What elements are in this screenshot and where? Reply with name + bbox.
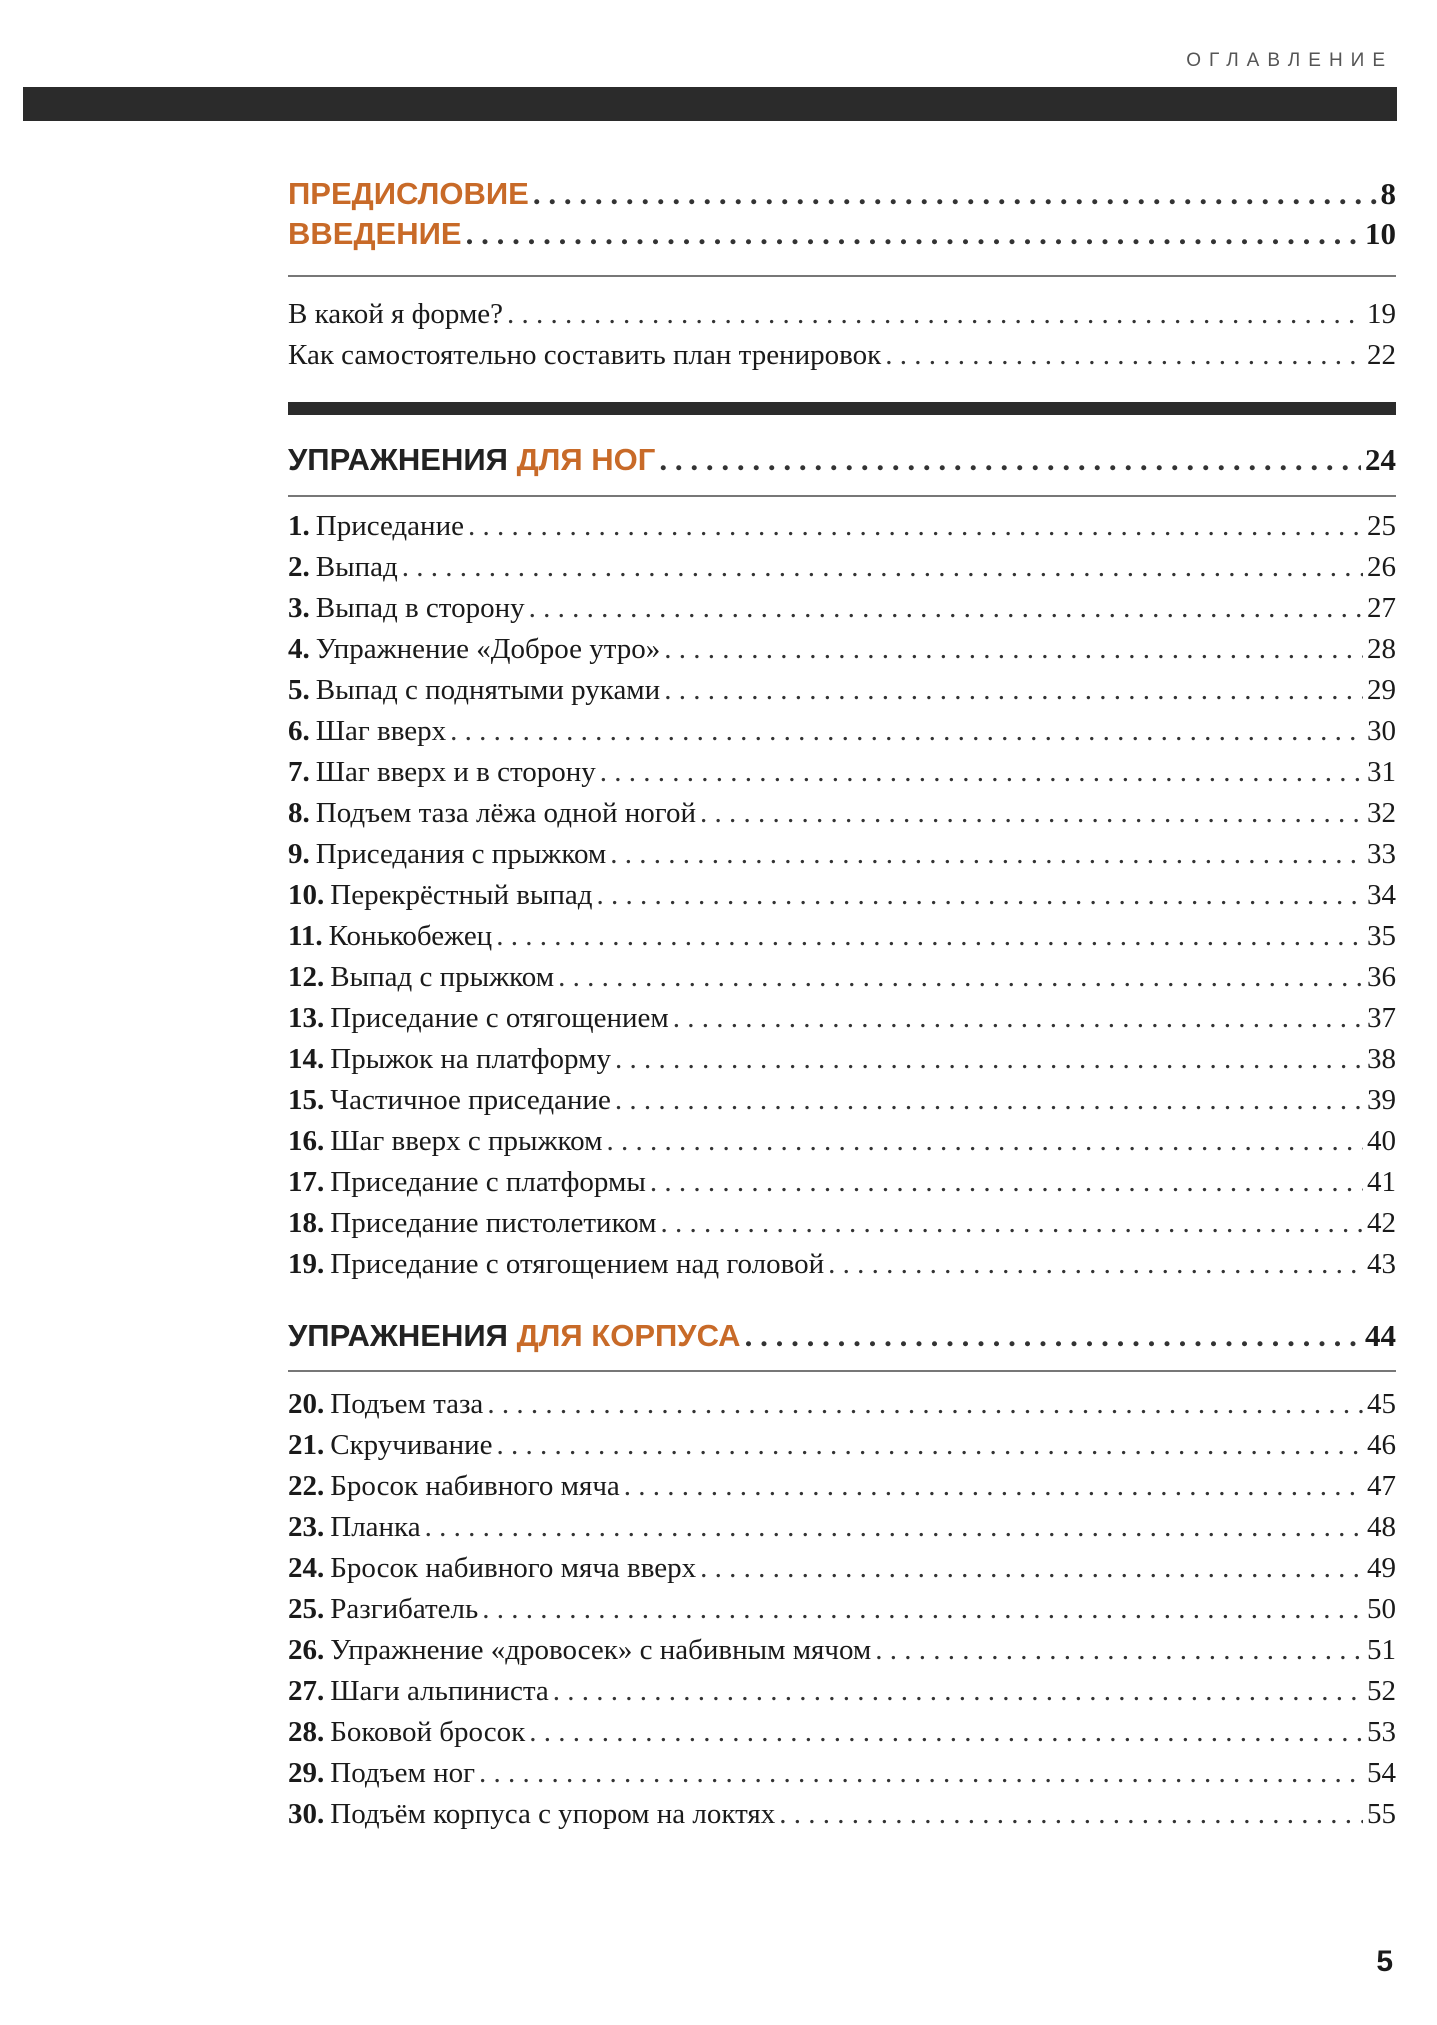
toc-legs-heading: [288, 442, 1396, 482]
toc-entry-number: 24.: [288, 1552, 325, 1584]
leader-dots: [402, 551, 1363, 584]
toc-entry[interactable]: [288, 756, 1396, 797]
toc-entry-page: 36: [1367, 961, 1396, 993]
toc-entry-page: 40: [1367, 1125, 1396, 1157]
toc-entry[interactable]: [288, 298, 1396, 339]
toc-entry-number: 29.: [288, 1757, 325, 1789]
toc-entry-text: Приседание с платформы: [330, 1166, 646, 1198]
leader-dots: [650, 1166, 1363, 1199]
leader-dots: [745, 1318, 1361, 1354]
toc-entry-number: 28.: [288, 1716, 325, 1748]
toc-entry-text: Шаг вверх и в сторону: [315, 756, 596, 788]
toc-entry-page: 43: [1367, 1248, 1396, 1280]
toc-entry-title: [288, 1675, 549, 1708]
section-title-a: УПРАЖНЕНИЯ: [288, 1318, 508, 1353]
toc-entry-page: 42: [1367, 1207, 1396, 1239]
toc-entry-title: [288, 879, 593, 912]
toc-entry-text: Бросок набивного мяча: [330, 1470, 620, 1502]
section-page: 24: [1365, 442, 1396, 477]
toc-entry-number: 5.: [288, 674, 310, 706]
toc-entry[interactable]: [288, 1716, 1396, 1757]
toc-entry[interactable]: [288, 339, 1396, 380]
toc-entry-page: 25: [1367, 510, 1396, 542]
leader-dots: [624, 1470, 1363, 1503]
toc-entry-number: 23.: [288, 1511, 325, 1543]
leader-dots: [479, 1757, 1363, 1790]
toc-entry-title: Как самостоятельно составить план тренировок: [288, 339, 882, 371]
toc-entry-title: [288, 1084, 611, 1117]
leader-dots: [664, 633, 1363, 666]
leader-dots: [885, 339, 1363, 372]
toc-entry-page: 31: [1367, 756, 1396, 788]
leader-dots: [558, 961, 1363, 994]
toc-entry-page: 53: [1367, 1716, 1396, 1748]
toc-entry-page: 49: [1367, 1552, 1396, 1584]
toc-entry-text: Подъем таза: [330, 1388, 484, 1420]
leader-dots: [487, 1388, 1363, 1421]
divider: [288, 275, 1396, 277]
toc-entry-number: 27.: [288, 1675, 325, 1707]
toc-entry-page: 46: [1367, 1429, 1396, 1461]
toc-entry-text: Приседание: [315, 510, 464, 542]
toc-entry-page: 29: [1367, 674, 1396, 706]
leader-dots: [661, 1207, 1364, 1240]
toc-entry-text: Разгибатель: [330, 1593, 479, 1625]
leader-dots: [507, 298, 1363, 331]
toc-entry-number: 25.: [288, 1593, 325, 1625]
toc-entry-text: Скручивание: [330, 1429, 493, 1461]
page-number: 5: [1376, 1945, 1393, 1978]
leader-dots: [597, 879, 1363, 912]
toc-entry[interactable]: [288, 633, 1396, 674]
toc-entry-number: 17.: [288, 1166, 325, 1198]
toc-entry-title: [288, 510, 464, 543]
toc-entry-text: Шаги альпиниста: [330, 1675, 549, 1707]
toc-entry-text: Подъём корпуса с упором на локтях: [330, 1798, 776, 1830]
toc-entry-page: 33: [1367, 838, 1396, 870]
toc-entry-page: 47: [1367, 1470, 1396, 1502]
toc-entry-title: [288, 961, 554, 994]
toc-entry-text: Частичное приседание: [330, 1084, 611, 1116]
toc-entry-text: Приседание с отягощением над головой: [330, 1248, 825, 1280]
toc-entry-number: 18.: [288, 1207, 325, 1239]
toc-entry-number: 9.: [288, 838, 310, 870]
toc-entry-text: Шаг вверх с прыжком: [330, 1125, 603, 1157]
toc-entry-page: 22: [1367, 339, 1396, 371]
toc-entry-text: Выпад с прыжком: [330, 961, 555, 993]
toc-entry[interactable]: [288, 1248, 1396, 1289]
toc-entry-number: 3.: [288, 592, 310, 624]
toc-entry[interactable]: [288, 879, 1396, 920]
section-title-a: УПРАЖНЕНИЯ: [288, 442, 508, 477]
section-title: [288, 1318, 741, 1354]
toc-entry-title: [288, 1043, 611, 1076]
leader-dots: [529, 592, 1363, 625]
leader-dots: [497, 1429, 1364, 1462]
toc-entry-text: Бросок набивного мяча вверх: [330, 1552, 697, 1584]
toc-entry-title: [288, 1248, 824, 1281]
toc-entry-title: [288, 1511, 421, 1544]
toc-entry-number: 14.: [288, 1043, 325, 1075]
leader-dots: [533, 176, 1377, 212]
toc-entry-page: 30: [1367, 715, 1396, 747]
toc-entry[interactable]: [288, 1552, 1396, 1593]
leader-dots: [606, 1125, 1363, 1158]
toc-entry-number: 26.: [288, 1634, 325, 1666]
toc-entry-title: [288, 797, 696, 830]
toc-entry-title: [288, 674, 660, 707]
leader-dots: [615, 1043, 1363, 1076]
toc-entry[interactable]: [288, 920, 1396, 961]
toc-entry-title: [288, 1207, 657, 1240]
toc-entry-page: 28: [1367, 633, 1396, 665]
leader-dots: [615, 1084, 1363, 1117]
leader-dots: [600, 756, 1363, 789]
toc-entry[interactable]: [288, 715, 1396, 756]
section-title-b: ДЛЯ КОРПУСА: [516, 1318, 741, 1353]
toc-entry-page: 39: [1367, 1084, 1396, 1116]
toc-entry-title: [288, 551, 398, 584]
toc-entry[interactable]: [288, 592, 1396, 633]
toc-entry[interactable]: [288, 551, 1396, 592]
leader-dots: [610, 838, 1363, 871]
leader-dots: [553, 1675, 1363, 1708]
toc-entry-title: В какой я форме?: [288, 298, 504, 330]
toc-entry-title: [288, 1388, 483, 1421]
leader-dots: [828, 1248, 1363, 1281]
toc-entry-page: 45: [1367, 1388, 1396, 1420]
toc-core-list: [288, 1388, 1396, 1839]
toc-entry-number: 11.: [288, 920, 323, 952]
toc-entry-page: 19: [1367, 298, 1396, 330]
toc-entry-text: Подъем ног: [330, 1757, 475, 1789]
leader-dots: [779, 1798, 1363, 1831]
toc-entry-page: 35: [1367, 920, 1396, 952]
toc-entry[interactable]: [288, 510, 1396, 551]
toc-entry-page: 55: [1367, 1798, 1396, 1830]
section-page: 44: [1365, 1318, 1396, 1353]
toc-entry-number: 12.: [288, 961, 325, 993]
toc-entry-number: 4.: [288, 633, 310, 665]
toc-entry-number: 20.: [288, 1388, 325, 1420]
toc-entry[interactable]: [288, 1798, 1396, 1839]
toc-entry-title: [288, 756, 596, 789]
toc-entry[interactable]: [288, 216, 1396, 256]
toc-entry-title: [288, 1125, 602, 1158]
toc-entry-page: 41: [1367, 1166, 1396, 1198]
leader-dots: [425, 1511, 1363, 1544]
toc-entry-number: 16.: [288, 1125, 325, 1157]
toc-entry-title: ПРЕДИСЛОВИЕ: [288, 176, 529, 211]
leader-dots: [664, 674, 1363, 707]
toc-entry-page: 52: [1367, 1675, 1396, 1707]
leader-dots: [482, 1593, 1363, 1626]
toc-entry-title: [288, 1552, 696, 1585]
leader-dots: [700, 1552, 1363, 1585]
toc-entry-title: [288, 592, 525, 625]
toc-entry-page: 34: [1367, 879, 1396, 911]
section-heading-core[interactable]: [288, 1318, 1396, 1358]
section-title: [288, 442, 655, 478]
leader-dots: [529, 1716, 1363, 1749]
leader-dots: [700, 797, 1363, 830]
toc-entry-text: Приседания с прыжком: [315, 838, 607, 870]
toc-entry-page: 51: [1367, 1634, 1396, 1666]
toc-entry[interactable]: [288, 176, 1396, 216]
toc-entry-number: 8.: [288, 797, 310, 829]
toc-entry-title: [288, 1470, 620, 1503]
section-title-b: ДЛЯ НОГ: [516, 442, 656, 477]
toc-entry[interactable]: [288, 1207, 1396, 1248]
toc-entry[interactable]: [288, 838, 1396, 879]
leader-dots: [468, 510, 1363, 543]
toc-entry-number: 15.: [288, 1084, 325, 1116]
toc-general: [288, 298, 1396, 380]
toc-entry-number: 10.: [288, 879, 325, 911]
toc-entry[interactable]: [288, 1043, 1396, 1084]
toc-entry-text: Конькобежец: [328, 920, 493, 952]
leader-dots: [659, 442, 1361, 478]
running-head: ОГЛАВЛЕНИЕ: [1186, 50, 1393, 71]
toc-entry[interactable]: [288, 1125, 1396, 1166]
divider: [288, 1370, 1396, 1372]
toc-entry-text: Упражнение «дровосек» с набивным мячом: [330, 1634, 872, 1666]
leader-dots: [673, 1002, 1363, 1035]
section-heading-legs[interactable]: [288, 442, 1396, 482]
toc-entry[interactable]: [288, 1002, 1396, 1043]
header-bar: [23, 87, 1397, 121]
toc-entry-title: [288, 633, 660, 666]
toc-entry[interactable]: [288, 1593, 1396, 1634]
toc-entry-page: 32: [1367, 797, 1396, 829]
toc-entry-page: 10: [1365, 216, 1396, 251]
leader-dots: [450, 715, 1363, 748]
toc-entry-text: Упражнение «Доброе утро»: [315, 633, 661, 665]
toc-entry-text: Приседание с отягощением: [330, 1002, 669, 1034]
toc-entry-number: 13.: [288, 1002, 325, 1034]
toc-entry-title: [288, 1757, 475, 1790]
leader-dots: [875, 1634, 1363, 1667]
toc-entry[interactable]: [288, 1388, 1396, 1429]
toc-entry[interactable]: [288, 1757, 1396, 1798]
divider: [288, 495, 1396, 497]
toc-entry-number: 21.: [288, 1429, 325, 1461]
toc-entry-title: [288, 1166, 646, 1199]
toc-entry[interactable]: [288, 1675, 1396, 1716]
toc-entry-number: 7.: [288, 756, 310, 788]
leader-dots: [496, 920, 1363, 953]
toc-entry-title: [288, 1429, 493, 1462]
toc-entry-text: Выпад в сторону: [315, 592, 525, 624]
toc-entry[interactable]: [288, 1470, 1396, 1511]
toc-entry[interactable]: [288, 1429, 1396, 1470]
toc-entry-text: Перекрёстный выпад: [330, 879, 593, 911]
toc-entry-title: [288, 1593, 478, 1626]
toc-entry-number: 1.: [288, 510, 310, 542]
toc-core-heading: [288, 1318, 1396, 1358]
toc-entry-text: Прыжок на платформу: [330, 1043, 611, 1075]
toc-entry-page: 50: [1367, 1593, 1396, 1625]
toc-entry-title: [288, 1716, 525, 1749]
toc-entry[interactable]: [288, 797, 1396, 838]
toc-entry-number: 19.: [288, 1248, 325, 1280]
toc-entry-text: Выпад с поднятыми руками: [315, 674, 661, 706]
toc-entry-page: 8: [1380, 176, 1396, 211]
toc-entry-page: 37: [1367, 1002, 1396, 1034]
toc-entry-text: Шаг вверх: [315, 715, 447, 747]
toc-entry-title: [288, 1798, 775, 1831]
toc-entry-text: Планка: [330, 1511, 421, 1543]
toc-entry[interactable]: [288, 1511, 1396, 1552]
toc-entry-text: Подъем таза лёжа одной ногой: [315, 797, 696, 829]
toc-entry-text: Приседание пистолетиком: [330, 1207, 657, 1239]
toc-entry-title: [288, 920, 492, 953]
toc-legs-list: [288, 510, 1396, 1289]
toc-entry-number: 6.: [288, 715, 310, 747]
toc-entry[interactable]: [288, 961, 1396, 1002]
toc-entry-title: [288, 1634, 871, 1667]
leader-dots: [466, 216, 1361, 252]
toc-entry-title: [288, 1002, 669, 1035]
toc-entry[interactable]: [288, 1166, 1396, 1207]
toc-entry-text: Выпад: [315, 551, 398, 583]
toc-entry-title: [288, 838, 606, 871]
toc-entry[interactable]: [288, 1084, 1396, 1125]
toc-entry-text: Боковой бросок: [330, 1716, 526, 1748]
toc-entry-page: 27: [1367, 592, 1396, 624]
toc-entry-page: 54: [1367, 1757, 1396, 1789]
toc-intro: [288, 176, 1396, 256]
toc-entry-page: 38: [1367, 1043, 1396, 1075]
toc-entry-title: ВВЕДЕНИЕ: [288, 216, 462, 251]
toc-entry[interactable]: [288, 674, 1396, 715]
toc-entry-number: 30.: [288, 1798, 325, 1830]
toc-entry[interactable]: [288, 1634, 1396, 1675]
toc-entry-title: [288, 715, 446, 748]
toc-entry-page: 26: [1367, 551, 1396, 583]
toc-entry-number: 2.: [288, 551, 310, 583]
toc-entry-page: 48: [1367, 1511, 1396, 1543]
section-bar: [288, 402, 1396, 415]
toc-entry-number: 22.: [288, 1470, 325, 1502]
